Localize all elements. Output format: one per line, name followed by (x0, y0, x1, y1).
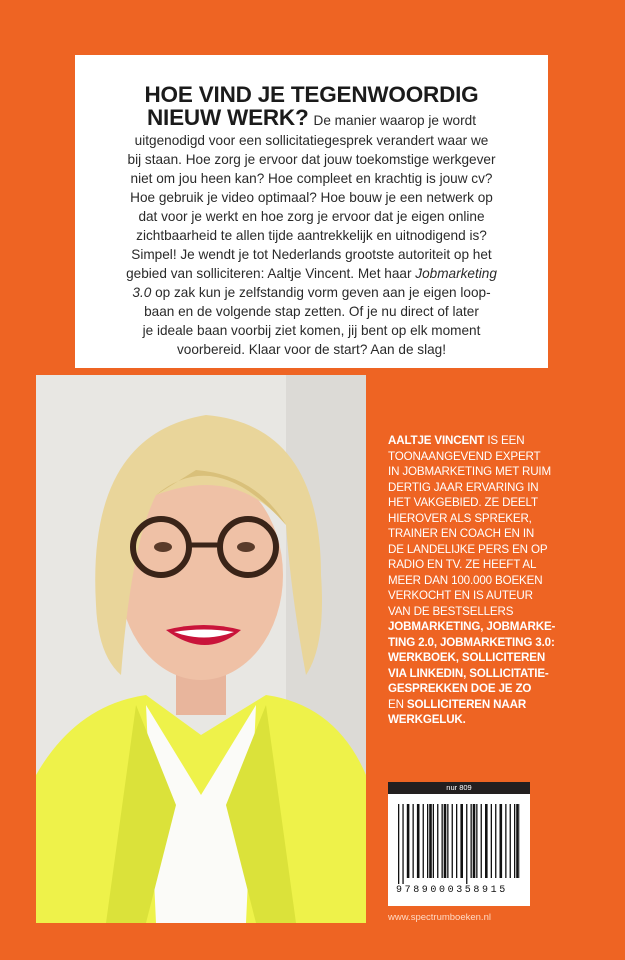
blurb-line (75, 133, 548, 148)
barcode-bar (500, 804, 503, 878)
barcode-bar (407, 804, 410, 878)
bio-bold-text: WERKGELUK. (388, 713, 466, 726)
blurb-line (75, 285, 548, 300)
bio-text: DE LANDELIJKE PERS EN OP (388, 542, 548, 556)
barcode-bar (413, 804, 414, 878)
barcode-bar (437, 804, 438, 878)
blurb-line (75, 171, 548, 186)
isbn-barcode (388, 782, 530, 906)
bio-line (388, 681, 555, 697)
barcode-bar (427, 804, 428, 878)
barcode-bar (452, 804, 453, 878)
bio-bold-text: JOBMARKETING, JOBMARKE- (388, 620, 556, 633)
blurb-text: De manier waarop je wordt (313, 113, 476, 128)
bio-line (388, 526, 555, 542)
bio-bold-text: GESPREKKEN DOE JE ZO (388, 682, 532, 695)
barcode-bars (398, 804, 520, 884)
blurb-line (75, 266, 548, 281)
blurb-text: Hoe gebruik je video optimaal? Hoe bouw je een netwerk op (130, 190, 493, 205)
barcode-bar (447, 804, 448, 878)
blurb-text: bij staan. Hoe zorg je ervoor dat jouw toekomstige werkgever (127, 152, 496, 167)
blurb-text: op zak kun je zelfstandig vorm geven aan je eigen loop- (151, 285, 491, 300)
barcode-bar (514, 804, 515, 878)
barcode-bar (491, 804, 492, 878)
barcode-bar (481, 804, 482, 878)
blurb-line (75, 342, 548, 357)
blurb-text: Simpel! Je wendt je tot Nederlands grootste autoriteit op het (131, 247, 492, 262)
author-photo (36, 375, 366, 923)
bio-line (388, 573, 555, 589)
blurb-line (75, 105, 548, 131)
blurb-line (75, 323, 548, 338)
barcode-bar (423, 804, 424, 878)
bio-text: VAN DE BESTSELLERS (388, 604, 514, 618)
bio-line (388, 712, 555, 728)
barcode-bar (510, 804, 511, 878)
barcode-bar (471, 804, 472, 878)
blurb-title-line2: NIEUW WERK? (147, 105, 309, 130)
bio-line (388, 635, 555, 651)
blurb-text: uitgenodigd voor een sollicitatiegesprek verandert waar we (134, 133, 489, 148)
publisher-url[interactable]: www.spectrumboeken.nl (388, 912, 491, 923)
isbn-number: 9789000358915 (396, 885, 508, 896)
blurb-panel (75, 55, 548, 368)
bio-text: DERTIG JAAR ERVARING IN (388, 480, 539, 494)
bio-line (388, 619, 555, 635)
bio-text: VERKOCHT EN IS AUTEUR (388, 589, 533, 602)
barcode-bar (417, 804, 420, 878)
blurb-line (75, 190, 548, 205)
bio-bold-text: TING 2.0, JOBMARKETING 3.0: (388, 635, 555, 649)
bio-bold-text: AALTJE VINCENT (388, 434, 485, 447)
bio-text: TOONAANGEVEND EXPERT (388, 449, 541, 463)
blurb-text: voorbereid. Klaar voor de start? Aan de slag! (176, 342, 446, 357)
blurb-line (75, 152, 548, 167)
barcode-bar (473, 804, 476, 878)
blurb-title-line1: HOE VIND JE TEGENWOORDIG (144, 82, 479, 107)
nur-code: nur 809 (388, 782, 530, 794)
bio-text: MEER DAN 100.000 BOEKEN (388, 573, 543, 587)
barcode-bar (402, 804, 403, 884)
barcode-bar (456, 804, 457, 878)
bio-line (388, 449, 555, 465)
barcode-bar (466, 804, 467, 884)
bio-bold-text: VIA LINKEDIN, SOLLICITATIE- (388, 666, 549, 680)
barcode-bar (476, 804, 477, 878)
bio-line (388, 542, 555, 558)
bio-text: IS EEN (484, 434, 525, 447)
barcode-bar (429, 804, 432, 878)
barcode-bar (433, 804, 434, 878)
bio-text: IN JOBMARKETING MET RUIM (388, 465, 552, 478)
bio-line (388, 697, 555, 713)
bio-text: HIEROVER ALS SPREKER, (388, 511, 532, 525)
bio-line (388, 433, 555, 449)
bio-text: TRAINER EN COACH EN IN (388, 527, 535, 540)
bio-line (388, 588, 555, 604)
barcode-bar (460, 804, 463, 878)
barcode-bar (442, 804, 443, 878)
bio-text: HET VAKGEBIED. ZE DEELT (388, 496, 538, 509)
bio-line (388, 604, 555, 620)
bio-bold-text: WERKBOEK, SOLLICITEREN (388, 651, 546, 664)
bio-line (388, 480, 555, 496)
barcode-bar (444, 804, 447, 878)
blurb-line (75, 304, 548, 319)
bio-text: EN (388, 697, 407, 711)
barcode-bar (485, 804, 488, 878)
blurb-text: je ideale baan voorbij ziet komen, jij bent op elk moment (142, 323, 481, 338)
barcode-bar (398, 804, 399, 884)
bio-line (388, 557, 555, 573)
book-title-italic: 3.0 (132, 285, 152, 300)
barcode-bar (505, 804, 506, 878)
bio-line (388, 666, 555, 682)
book-title-italic: Jobmarketing (415, 266, 497, 281)
bio-text: RADIO EN TV. ZE HEEFT AL (388, 558, 537, 571)
blurb-text: zichtbaarheid te allen tijde aantrekkelijk en uitnodigend is? (136, 228, 487, 243)
bio-bold-text: SOLLICITEREN NAAR (406, 697, 527, 711)
bio-line (388, 650, 555, 666)
blurb-text: gebied van solliciteren: Aaltje Vincent. Met haar (126, 266, 416, 281)
blurb-line (75, 228, 548, 243)
bio-line (388, 464, 555, 480)
author-bio (388, 433, 555, 728)
blurb-text: baan en de volgende stap zetten. Of je nu direct of later (144, 304, 479, 319)
barcode-bar (495, 804, 496, 878)
blurb-text: dat voor je werkt en hoe zorg je ervoor dat je eigen online (138, 209, 485, 224)
bio-line (388, 495, 555, 511)
barcode-bar (516, 804, 519, 878)
blurb-line (75, 247, 548, 262)
blurb-text: niet om jou heen kan? Hoe compleet en krachtig is jouw cv? (130, 171, 493, 186)
bio-line (388, 511, 555, 527)
blurb-line (75, 209, 548, 224)
